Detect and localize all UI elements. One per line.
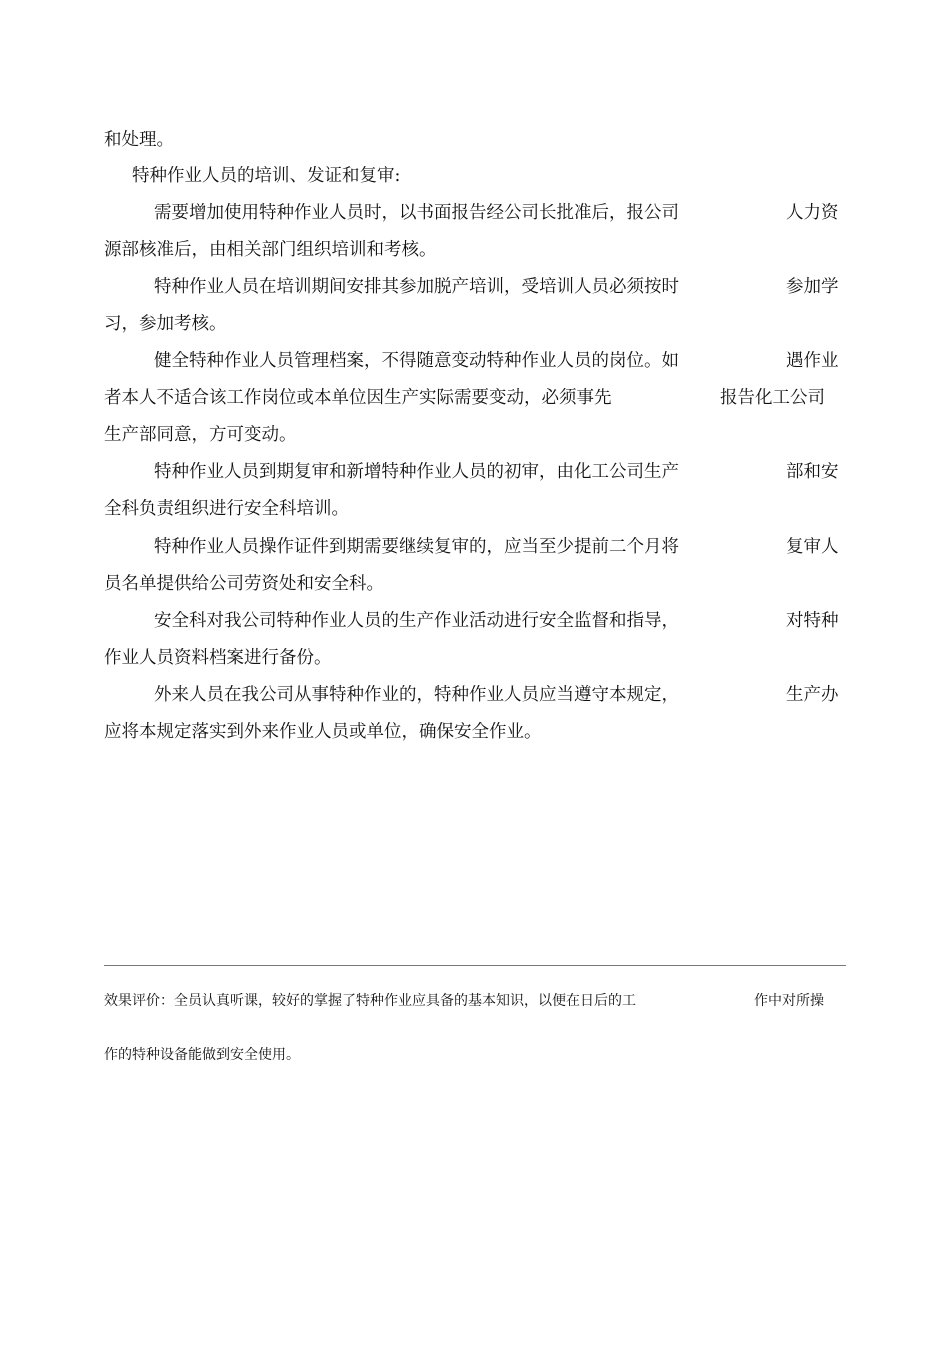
paragraph-line — [104, 383, 844, 413]
text-segment: 特种作业人员到期复审和新增特种作业人员的初审，由化工公司生产 — [154, 462, 679, 482]
section-divider — [104, 965, 846, 966]
paragraph-line — [104, 198, 844, 228]
paragraph-line — [104, 272, 844, 302]
paragraph-line — [104, 420, 844, 450]
section-heading — [132, 161, 872, 191]
text-segment: 全科负责组织进行安全科培训。 — [104, 499, 349, 519]
evaluation-line — [104, 1043, 300, 1067]
paragraph-line — [104, 643, 844, 673]
text-segment: 特种作业人员在培训期间安排其参加脱产培训，受培训人员必须按时 — [154, 277, 679, 297]
text-segment: 特种作业人员操作证件到期需要继续复审的，应当至少提前二个月将 — [154, 537, 679, 557]
text-line — [104, 125, 844, 155]
text-segment: 健全特种作业人员管理档案，不得随意变动特种作业人员的岗位。如 — [154, 351, 679, 371]
paragraph-line — [104, 457, 844, 487]
text-segment: 生产办 — [786, 685, 839, 705]
text-segment: 复审人 — [786, 537, 839, 557]
text-segment: 报告化工公司 — [720, 388, 825, 408]
text-segment: 源部核准后，由相关部门组织培训和考核。 — [104, 240, 437, 260]
text-segment: 员名单提供给公司劳资处和安全科。 — [104, 574, 384, 594]
text-segment: 对特种 — [786, 611, 839, 631]
text-segment: 特种作业人员的培训、发证和复审: — [132, 166, 401, 186]
paragraph-line — [104, 569, 844, 599]
text-segment: 作中对所操 — [754, 993, 824, 1009]
text-segment: 习，参加考核。 — [104, 314, 227, 334]
paragraph-line — [104, 606, 844, 636]
text-segment: 效果评价：全员认真听课，较好的掌握了特种作业应具备的基本知识，以便在日后的工 — [104, 993, 636, 1009]
text-segment: 需要增加使用特种作业人员时，以书面报告经公司长批准后，报公司 — [154, 203, 679, 223]
paragraph-line — [104, 346, 844, 376]
text-segment: 者本人不适合该工作岗位或本单位因生产实际需要变动，必须事先 — [104, 388, 612, 408]
evaluation-line — [104, 989, 834, 1013]
paragraph-line — [104, 494, 844, 524]
text-segment: 参加学 — [786, 277, 839, 297]
paragraph-line — [104, 532, 844, 562]
paragraph-line — [104, 235, 844, 265]
text-segment: 作业人员资料档案进行备份。 — [104, 648, 332, 668]
text-segment: 遇作业 — [786, 351, 839, 371]
text-segment: 应将本规定落实到外来作业人员或单位，确保安全作业。 — [104, 722, 542, 742]
text-segment: 生产部同意，方可变动。 — [104, 425, 297, 445]
text-segment: 外来人员在我公司从事特种作业的，特种作业人员应当遵守本规定， — [154, 685, 679, 705]
text-segment: 安全科对我公司特种作业人员的生产作业活动进行安全监督和指导， — [154, 611, 679, 631]
paragraph-line — [104, 309, 844, 339]
text-segment: 和处理。 — [104, 130, 174, 150]
paragraph-line — [104, 680, 844, 710]
text-segment: 人力资 — [786, 203, 839, 223]
text-segment: 作的特种设备能做到安全使用。 — [104, 1047, 300, 1063]
text-segment: 部和安 — [786, 462, 839, 482]
paragraph-line — [104, 717, 844, 747]
